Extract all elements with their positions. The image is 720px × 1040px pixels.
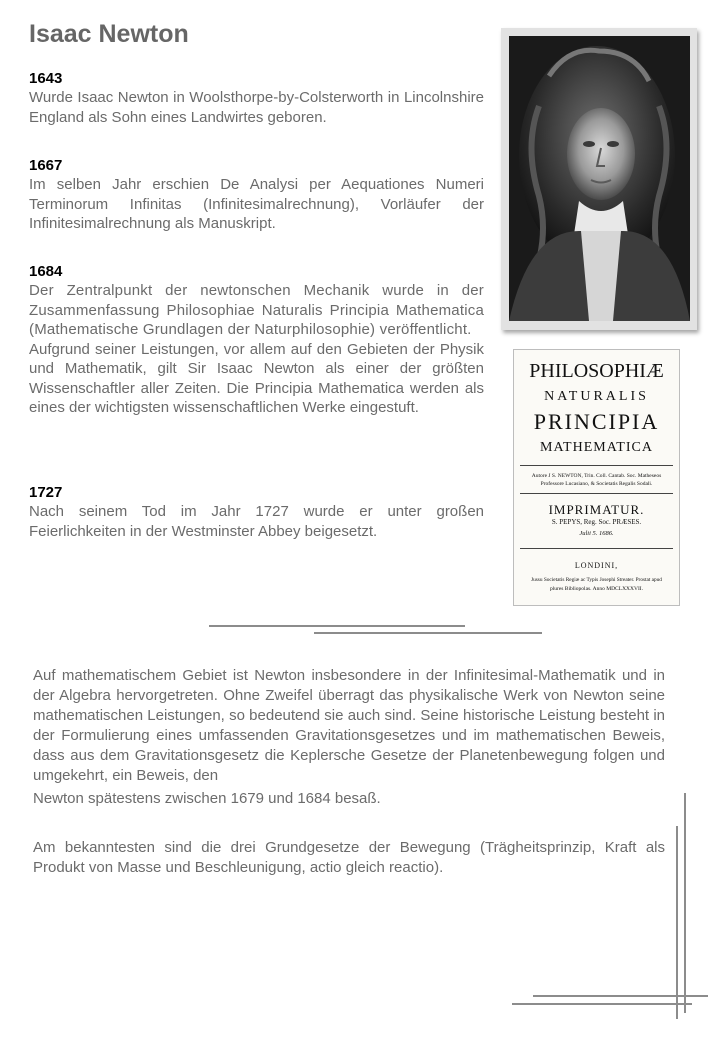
entry-year: 1727: [29, 484, 63, 501]
tp-date: Julii 5. 1686.: [579, 530, 614, 537]
page-title: Isaac Newton: [29, 20, 189, 48]
entry-text: Der Zentralpunkt der newtonschen Mechanik wurde in der Zusammenfassung Philosophiae Naturalis Principia Mathematica (Mathematische Grundlagen der Naturphilosophie) veröffentlicht.: [29, 282, 484, 338]
entry-year: 1667: [29, 157, 63, 174]
tp-rule: [520, 548, 673, 549]
divider-line: [314, 632, 542, 634]
divider-line: [209, 625, 465, 627]
tp-line1: PHILOSOPHIÆ: [529, 360, 664, 382]
tp-author2: Professore Lucasiano, & Societatis Regalis Sodali.: [540, 481, 653, 487]
entry-text-2: Aufgrund seiner Leistungen, vor allem auf den Gebieten der Physik und Mathematik, gilt Sir Isaac Newton als einer der größten Wissenschaftler aller Zeiten. Die Principia Mathematica werden als eines der wichtigsten wissenschaftlichen Werke eingestuft.: [29, 340, 484, 416]
decor-horizontal-line: [533, 995, 708, 997]
tp-rule: [520, 465, 673, 466]
tp-line4: MATHEMATICA: [540, 440, 653, 455]
tp-pub2: plures Bibliopolas. Anno MDCLXXXVII.: [549, 586, 644, 592]
entry-text: Wurde Isaac Newton in Woolsthorpe-by-Colsterworth in Lincolnshire England als Sohn eines Landwirtes geboren.: [29, 89, 484, 126]
decor-vertical-line: [684, 793, 686, 1013]
decor-vertical-line: [676, 826, 678, 1019]
entry-1643: [29, 70, 484, 127]
tp-author1: Autore J S. NEWTON, Trin. Coll. Cantab. Soc. Matheseos: [531, 473, 662, 479]
tp-imprimatur: IMPRIMATUR.: [548, 502, 645, 517]
body-paragraph-2: Am bekanntesten sind die drei Grundgesetze der Bewegung (Trägheitsprinzip, Kraft als Produkt von Masse und Beschleunigung, actio gleich reactio).: [33, 839, 665, 876]
tp-pepys: S. PEPYS, Reg. Soc. PRÆSES.: [551, 518, 642, 526]
principia-title-page: [513, 349, 680, 606]
entry-1667: [29, 157, 484, 234]
decor-horizontal-line: [512, 1003, 692, 1005]
entry-text: Nach seinem Tod im Jahr 1727 wurde er unter großen Feierlichkeiten in der Westminster Abbey beigesetzt.: [29, 503, 484, 540]
newton-portrait-image: [509, 36, 690, 321]
entry-year: 1643: [29, 70, 63, 87]
body-paragraph-1-end: Newton spätestens zwischen 1679 und 1684 besaß.: [33, 790, 381, 807]
portrait-frame: [501, 28, 697, 330]
tp-line2: NATURALIS: [544, 389, 649, 404]
entry-1727: [29, 484, 484, 541]
entry-1684: [29, 263, 484, 418]
entry-text: Im selben Jahr erschien De Analysi per Aequationes Numeri Terminorum Infinitas (Infinitesimalrechnung), Vorläufer der Infinitesimalrechnung als Manuskript.: [29, 176, 484, 232]
tp-rule: [520, 493, 673, 494]
tp-pub1: Jussu Societatis Regiæ ac Typis Josephi Streater. Prostat apud: [531, 577, 662, 583]
tp-line3: PRINCIPIA: [533, 409, 660, 434]
entry-year: 1684: [29, 263, 63, 280]
body-paragraph-1: Auf mathematischem Gebiet ist Newton insbesondere in der Infinitesimal-Mathematik und in der Algebra hervorgetreten. Ohne Zweifel überragt das physikalische Werk von Newton seine mathematischen Leistungen, so bedeutend sie auch sind. Seine historische Leistung besteht in der Formulierung eines umfassenden Gravitationsgesetzes und im mathematischen Beweis, dass aus dem Gravitationsgesetz die Keplersche Gesetze der Planetenbewegung folgen und umgekehrt, ein Beweis, den: [33, 667, 665, 784]
tp-city: LONDINI,: [574, 561, 619, 570]
